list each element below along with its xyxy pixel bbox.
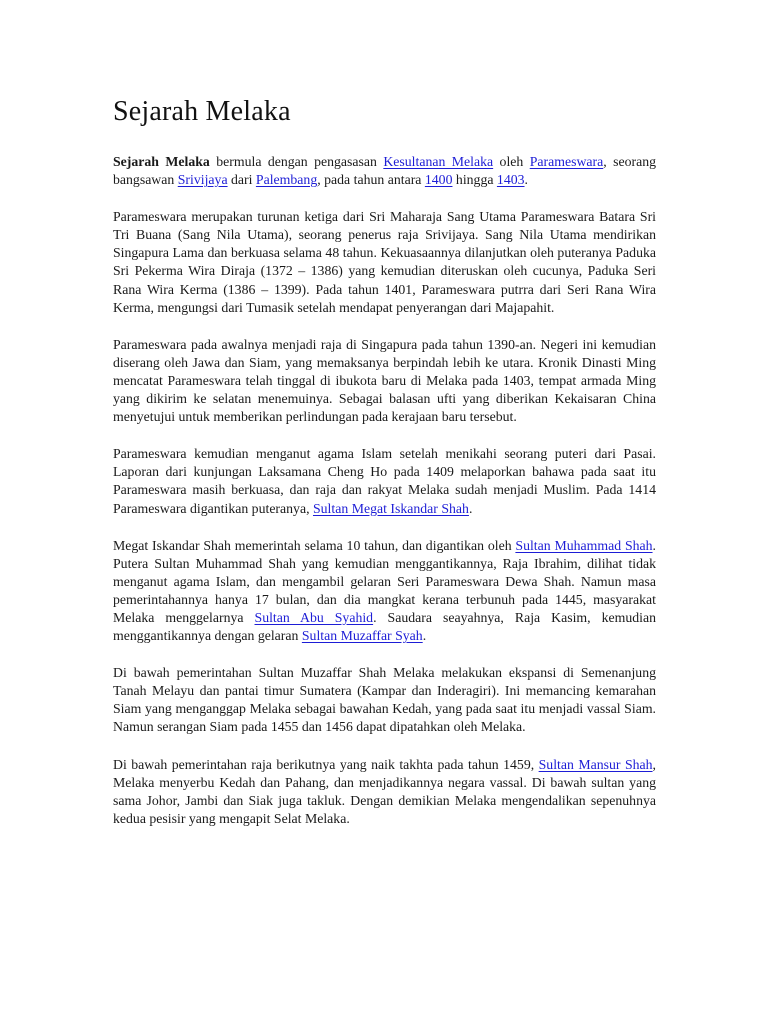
text: hingga [452,172,497,188]
text: , pada tahun antara [317,172,425,188]
paragraph-islam [113,445,656,517]
paragraph-founding: Parameswara pada awalnya menjadi raja di Singapura pada tahun 1390-an. Negeri ini kemudian diserang oleh Jawa dan Siam, yang memaksanya berpindah lebih ke utara. Kronik Dinasti Ming mencatat Parameswara telah tinggal di ibukota baru di Melaka pada 1403, tempat armada Ming yang dikirim ke selatan menemuinya. Sebagai balasan ufti yang diberikan Kekaisaran China menyetujui untuk memberikan perlindungan pada kerajaan baru tersebut. [113,336,656,425]
text: , Melaka menyerbu Kedah dan Pahang, dan menjadikannya negara vassal. Di bawah sultan yang sama Johor, Jambi dan Siak juga takluk. Dengan demikian Melaka mengendalikan sepenuhnya kedua pesisir yang mengapit Selat Melaka. [113,756,656,826]
link-sultan-muzaffar-syah[interactable]: Sultan Muzaffar Syah [301,628,423,644]
text: . [422,628,427,644]
text: oleh [493,154,530,169]
text: . [468,500,473,516]
link-palembang[interactable]: Palembang [255,172,318,188]
bold-term: Sejarah Melaka [113,154,210,169]
text: . [524,172,528,188]
link-sultan-abu-syahid[interactable]: Sultan Abu Syahid [254,609,374,625]
text: Di bawah pemerintahan raja berikutnya yang naik takhta pada tahun 1459, [113,756,539,772]
link-kesultanan-melaka[interactable]: Kesultanan Melaka [383,154,494,169]
link-sultan-megat-iskandar-shah[interactable]: Sultan Megat Iskandar Shah [312,500,469,516]
link-srivijaya[interactable]: Srivijaya [177,172,228,188]
link-parameswara[interactable]: Parameswara [529,154,604,169]
text: bermula dengan pengasasan [209,154,384,169]
document-page [113,92,656,847]
link-year-1400[interactable]: 1400 [424,172,453,188]
paragraph-mansur [113,756,656,828]
page-title: Sejarah Melaka [113,96,291,127]
text: Megat Iskandar Shah memerintah selama 10 tahun, dan digantikan oleh [113,537,516,553]
text: Parameswara kemudian menganut agama Islam setelah menikahi seorang puteri dari Pasai. Laporan dari kunjungan Laksamana Cheng Ho pada 1409 melaporkan bahawa pada saat itu Parameswara masih berkuasa, dan raja dan rakyat Melaka sudah menjadi Muslim. Pada 1414 Parameswara digantikan puteranya, [113,446,656,516]
paragraph-succession [113,537,656,646]
text: , seorang bangsawan [113,154,657,188]
text: . Saudara seayahnya, Raja Kasim, kemudian menggantikannya dengan gelaran [113,609,657,644]
paragraph-intro [113,153,656,189]
link-sultan-mansur-shah[interactable]: Sultan Mansur Shah [538,756,653,772]
paragraph-expansion: Di bawah pemerintahan Sultan Muzaffar Shah Melaka melakukan ekspansi di Semenanjung Tanah Melayu dan pantai timur Sumatera (Kampar dan Inderagiri). Ini memancing kemarahan Siam yang menganggap Melaka sebagai bawahan Kedah, yang pada saat itu menjadi vassal Siam. Namun serangan Siam pada 1455 dan 1456 dapat dipatahkan oleh Melaka. [113,665,656,735]
text: dari [227,172,256,188]
paragraph-lineage: Parameswara merupakan turunan ketiga dari Sri Maharaja Sang Utama Parameswara Batara Sri Tri Buana (Sang Nila Utama), seorang penerus raja Srivijaya. Sang Nila Utama mendirikan Singapura Lama dan berkuasa selama 48 tahun. Kekuasaannya dilanjutkan oleh puteranya Paduka Sri Pekerma Wira Diraja (1372 – 1386) yang kemudian diteruskan oleh cucunya, Paduka Seri Rana Wira Kerma (1386 – 1399). Pada tahun 1401, Parameswara putrra dari Seri Rana Wira Kerma, mengungsi dari Tumasik setelah mendapat penyerangan dari Majapahit. [113,209,656,315]
link-year-1403[interactable]: 1403 [496,172,525,188]
text: . Putera Sultan Muhammad Shah yang kemudian menggantikannya, Raja Ibrahim, dilihat tidak menganut agama Islam, dan mengambil gelaran Seri Parameswara Dewa Shah. Namun masa pemerintahannya hanya 17 bulan, dan dia mangkat kerana terbunuh pada 1445, masyarakat Melaka menggelarnya [113,537,656,625]
link-sultan-muhammad-shah[interactable]: Sultan Muhammad Shah [515,537,653,553]
